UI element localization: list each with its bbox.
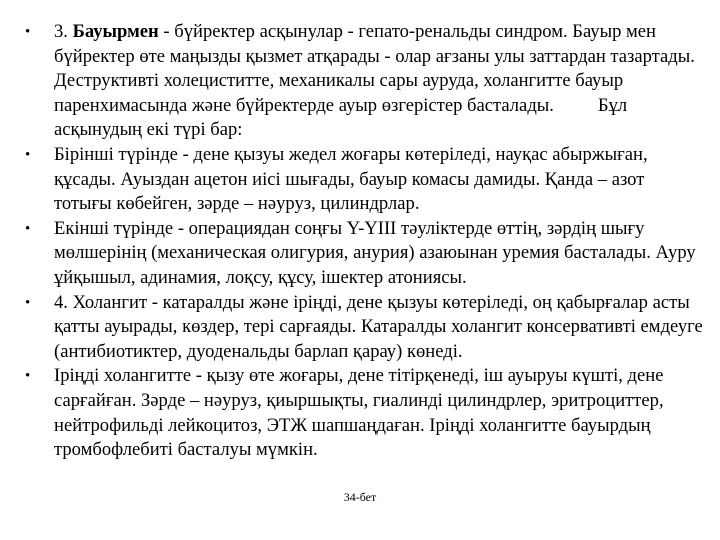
- item-text: Іріңді холангитте - қызу өте жоғары, дене тітірқенеді, іш ауыруы күшті, дене сарғайған. Зәрде – нәуруз, қиыршықты, гиалинді цилиндрлер, эритроциттер, нейтрофильді лейкоцитоз, ЭТЖ шапшаңдаған. Іріңді холангитте бауырдың тромбофлебиті басталуы мүмкін.: [54, 365, 664, 461]
- list-item: [24, 143, 704, 217]
- item-text: Бірінші түрінде - дене қызуы жедел жоғары көтеріледі, науқас абыржыған, құсады. Ауыздан ацетон иісі шығады, бауыр комасы дамиды. Қанда – азот тотығы көбейген, зәрде – нәуруз, цилиндрлар.: [54, 143, 648, 215]
- list-item: [24, 20, 704, 143]
- bullet-icon: •: [25, 294, 31, 311]
- item-number: 3.: [54, 21, 73, 42]
- bullet-icon: •: [25, 146, 31, 163]
- item-heading: Бауырмен: [72, 21, 159, 42]
- list-item: [24, 364, 704, 462]
- page-number: 34-бет: [343, 490, 377, 504]
- item-text: - бүйректер асқынулар - гепато-ренальды синдром. Бауыр мен бүйректер өте маңызды қызмет атқарады - олар ағзаны улы заттардан тазартады. Деструктивті холециститте, механикалы сары ауруда, холангитте бауыр паренхимасында және бүйректерде ауыр өзгерістер басталады.: [54, 21, 695, 116]
- item-text: Екінші түрінде - операциядан соңғы Y-YIII тәуліктерде өттің, зәрдің шығу мөлшерінің (механическая олигурия, анурия) азаюынан уремия басталады. Ауру ұйқышыл, адинамия, лоқсу, құсу, ішектер атониясы.: [54, 217, 696, 288]
- bullet-icon: •: [25, 368, 31, 385]
- item-text: 4. Холангит - катаралды және іріңді, дене қызуы көтеріледі, оң қабырғалар асты қатты ауырады, көздер, тері сарғаяды. Катаралды холангит консервативті емдеуге (антибиотиктер, дуоденальды барлап қарау) көнеді.: [54, 291, 703, 362]
- bullet-icon: •: [25, 24, 31, 40]
- list-item: [24, 217, 704, 291]
- item-tail-text: Бұл асқынудың екі түрі бар:: [54, 94, 628, 141]
- list-item: [24, 291, 704, 365]
- bullet-list: [24, 20, 704, 463]
- bullet-icon: •: [25, 220, 31, 237]
